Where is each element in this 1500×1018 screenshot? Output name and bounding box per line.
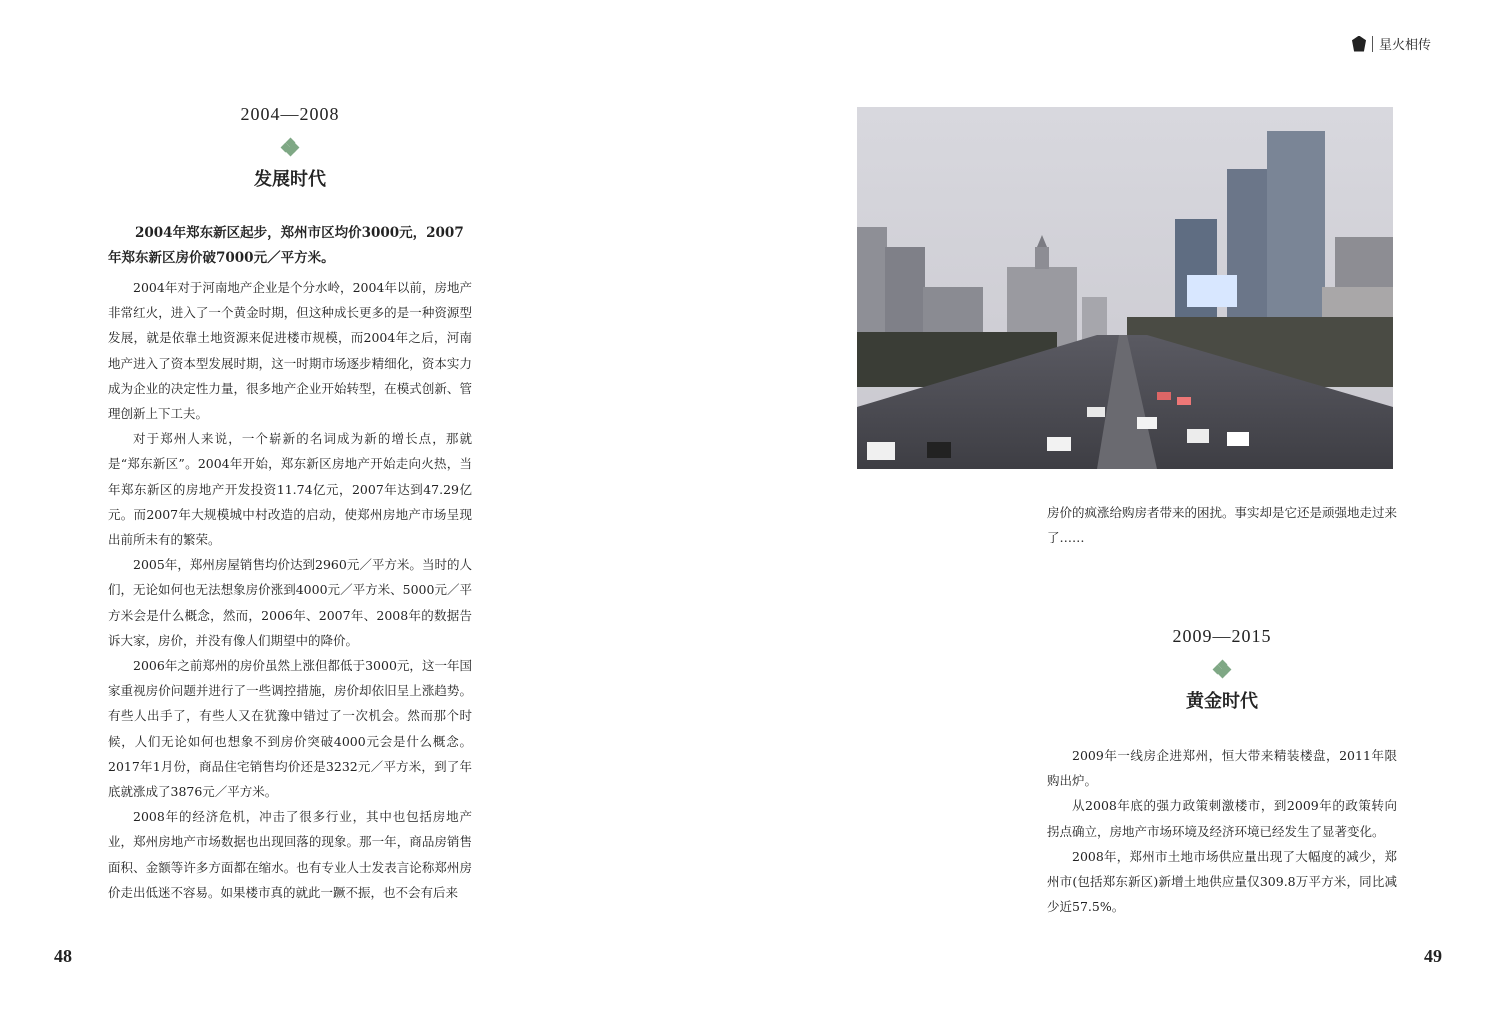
ornament-diamond-icon bbox=[1214, 661, 1230, 677]
body-paragraph: 从2008年底的强力政策刺激楼市，到2009年的政策转向拐点确立，房地产市场环境及经济环境已经发生了显著变化。 bbox=[1047, 798, 1397, 839]
publisher-logo-icon bbox=[1352, 36, 1366, 52]
body-paragraph: 2009年一线房企进郑州，恒大带来精装楼盘，2011年限购出炉。 bbox=[1047, 748, 1397, 789]
body-paragraph: 2008年的经济危机，冲击了很多行业，其中也包括房地产业，郑州房地产市场数据也出现回落的现象。那一年，商品房销售面积、金额等许多方面都在缩水。也有专业人士发表言论称郑州房价走出低迷不容易。如果楼市真的就此一蹶不振，也不会有后来 bbox=[108, 809, 472, 900]
header-divider bbox=[1372, 36, 1373, 52]
period-heading-left: 2004—2008 bbox=[240, 104, 340, 124]
right-page-column bbox=[1047, 500, 1397, 919]
body-paragraph: 2006年之前郑州的房价虽然上涨但都低于3000元，这一年国家重视房价问题并进行了一些调控措施，房价却依旧呈上涨趋势。有些人出手了，有些人又在犹豫中错过了一次机会。然而那个时候，人们无论如何也想象不到房价突破4000元会是什么概念。2017年1月份，商品住宅销售均价还是3232元／平方米，到了年底就涨成了3876元／平方米。 bbox=[108, 658, 472, 800]
lead-paragraph: 2004年郑东新区起步，郑州市区均价3000元，2007年郑东新区房价破7000元／平方米。 bbox=[108, 225, 464, 266]
city-street-photo bbox=[857, 107, 1393, 469]
body-paragraph: 2005年，郑州房屋销售均价达到2960元／平方米。当时的人们，无论如何也无法想象房价涨到4000元／平方米、5000元／平方米会是什么概念，然而，2006年、2007年、2008年的数据告诉大家，房价，并没有像人们期望中的降价。 bbox=[108, 557, 472, 648]
body-paragraph: 对于郑州人来说，一个崭新的名词成为新的增长点，那就是“郑东新区”。2004年开始，郑东新区房地产开始走向火热，当年郑东新区的房地产开发投资11.74亿元，2007年达到47.29亿元。而2007年大规模城中村改造的启动，使郑州房地产市场呈现出前所未有的繁荣。 bbox=[108, 431, 472, 548]
page-number-left: 48 bbox=[54, 946, 72, 966]
photo-caption: 房价的疯涨给购房者带来的困扰。事实却是它还是顽强地走过来了…… bbox=[1047, 505, 1398, 545]
period-heading-right: 2009—2015 bbox=[1172, 626, 1272, 646]
header-title: 星火相传 bbox=[1379, 38, 1432, 53]
ornament-diamond-icon bbox=[282, 139, 298, 155]
body-paragraph: 2004年对于河南地产企业是个分水岭，2004年以前，房地产非常红火，进入了一个黄金时期，但这种成长更多的是一种资源型发展，就是依靠土地资源来促进楼市规模，而2004年之后，河南地产进入了资本型发展时期，这一时期市场逐步精细化，资本实力成为企业的决定性力量，很多地产企业开始转型，在模式创新、管理创新上下工夫。 bbox=[108, 280, 472, 422]
left-page-column bbox=[108, 104, 472, 905]
running-header bbox=[1352, 34, 1431, 53]
era-heading-left: 发展时代 bbox=[254, 169, 326, 190]
page-number-right: 49 bbox=[1424, 946, 1442, 966]
era-heading-right: 黄金时代 bbox=[1186, 691, 1258, 712]
body-paragraph: 2008年，郑州市土地市场供应量出现了大幅度的减少，郑州市(包括郑东新区)新增土地供应量仅309.8万平方米，同比减少近57.5%。 bbox=[1047, 848, 1397, 915]
